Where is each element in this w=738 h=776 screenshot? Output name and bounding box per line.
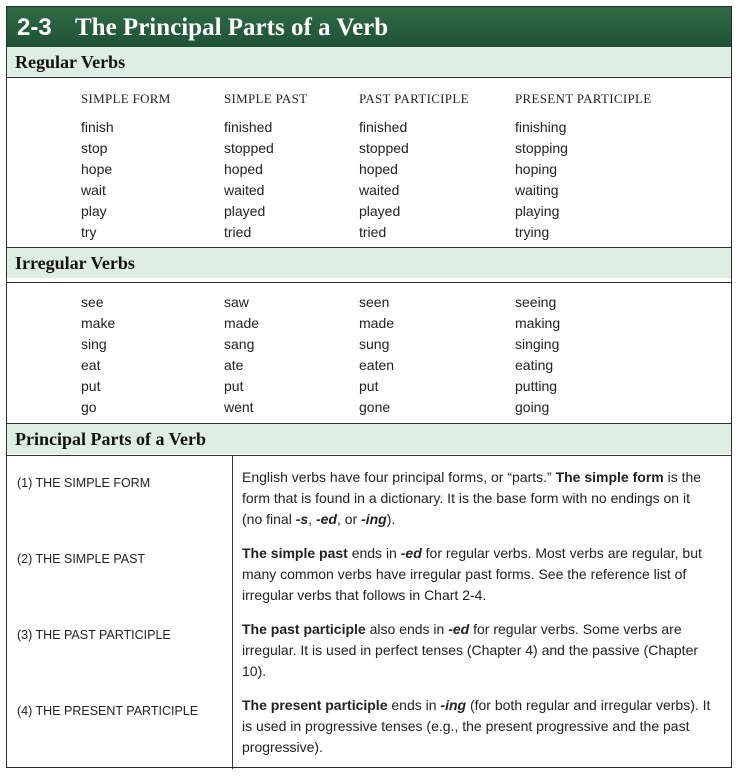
- body-text: , or: [336, 511, 362, 527]
- emphasis-text: The simple past: [242, 545, 348, 561]
- irregular-present-participle-cell: making: [515, 315, 561, 331]
- irregular-past-participle-cell: sung: [359, 336, 390, 352]
- body-text: is the form that is found in a dictionary. It is the base form with no endings on it (no final: [242, 469, 702, 527]
- regular-verbs-heading: Regular Verbs: [7, 47, 731, 77]
- regular-simple-form-cell: hope: [81, 161, 113, 177]
- principal-part-label: (3) THE PAST PARTICIPLE: [17, 628, 171, 642]
- irregular-past-participle-cell: seen: [359, 294, 390, 310]
- principal-part-description: [242, 695, 712, 758]
- column-header-past-participle: PAST PARTICIPLE: [359, 91, 469, 106]
- irregular-simple-form-cell: put: [81, 378, 101, 394]
- regular-simple-past-cell: stopped: [224, 140, 274, 156]
- regular-past-participle-cell: finished: [359, 119, 408, 135]
- body-text: ends in: [387, 697, 441, 713]
- regular-past-participle-cell: tried: [359, 224, 387, 240]
- principal-parts-table: [7, 455, 731, 769]
- emphasis-text: -ed: [448, 621, 470, 637]
- regular-present-participle-cell: hoping: [515, 161, 558, 177]
- irregular-present-participle-cell: eating: [515, 357, 554, 373]
- principal-part-label: (4) THE PRESENT PARTICIPLE: [17, 704, 199, 718]
- regular-past-participle-cell: played: [359, 203, 401, 219]
- irregular-past-participle-cell: made: [359, 315, 395, 331]
- regular-present-participle-cell: finishing: [515, 119, 567, 135]
- body-text: for regular verbs. Most verbs are regular, but many common verbs have irregular past forms. See the reference list of irregular verbs that follows in Chart 2-4.: [242, 545, 702, 603]
- regular-simple-past-cell: hoped: [224, 161, 263, 177]
- regular-present-participle-cell: waiting: [515, 182, 559, 198]
- irregular-simple-form-cell: see: [81, 294, 104, 310]
- emphasis-text: The present participle: [242, 697, 388, 713]
- principal-part-label: (2) THE SIMPLE PAST: [17, 552, 146, 566]
- body-text: for regular verbs. Some verbs are irregular. It is used in perfect tenses (Chapter 4) and the passive (Chapter 10).: [242, 621, 699, 679]
- regular-present-participle-cell: stopping: [515, 140, 568, 156]
- principal-part-description: [242, 467, 712, 530]
- body-text: English verbs have four principal forms, or “parts.”: [242, 469, 556, 485]
- grammar-chart: [6, 6, 732, 768]
- principal-parts-heading: Principal Parts of a Verb: [7, 424, 731, 454]
- irregular-verbs-heading: Irregular Verbs: [7, 248, 731, 278]
- emphasis-text: -s: [295, 511, 309, 527]
- regular-simple-form-cell: play: [81, 203, 107, 219]
- column-header-present-participle: PRESENT PARTICIPLE: [515, 91, 652, 106]
- regular-simple-past-cell: played: [224, 203, 266, 219]
- regular-present-participle-cell: trying: [515, 224, 550, 240]
- irregular-present-participle-cell: seeing: [515, 294, 557, 310]
- regular-simple-form-cell: finish: [81, 119, 114, 135]
- irregular-past-participle-cell: gone: [359, 399, 391, 415]
- regular-past-participle-cell: stopped: [359, 140, 409, 156]
- irregular-simple-past-cell: put: [224, 378, 244, 394]
- regular-simple-past-cell: finished: [224, 119, 273, 135]
- irregular-simple-past-cell: sang: [224, 336, 255, 352]
- regular-simple-form-cell: stop: [81, 140, 108, 156]
- body-text: (for both regular and irregular verbs). It is used in progressive tenses (e.g., the present progressive and the past progressive).: [242, 697, 711, 755]
- regular-simple-form-cell: wait: [81, 182, 106, 198]
- regular-past-participle-cell: hoped: [359, 161, 398, 177]
- regular-simple-form-cell: try: [81, 224, 97, 240]
- irregular-simple-past-cell: went: [224, 399, 254, 415]
- emphasis-text: -ed: [315, 511, 337, 527]
- irregular-simple-form-cell: sing: [81, 336, 107, 352]
- column-header-simple-past: SIMPLE PAST: [224, 91, 308, 106]
- irregular-past-participle-cell: put: [359, 378, 379, 394]
- emphasis-text: -ing: [361, 511, 387, 527]
- principal-part-label: (1) THE SIMPLE FORM: [17, 476, 151, 490]
- body-text: ends in: [347, 545, 401, 561]
- chart-title-bar: [7, 7, 731, 47]
- irregular-past-participle-cell: eaten: [359, 357, 395, 373]
- irregular-simple-form-cell: go: [81, 399, 97, 415]
- column-header-simple-form: SIMPLE FORM: [81, 91, 171, 106]
- irregular-simple-past-cell: saw: [224, 294, 249, 310]
- irregular-simple-past-cell: made: [224, 315, 260, 331]
- body-text: ,: [308, 511, 316, 527]
- principal-part-description: [242, 543, 712, 606]
- regular-simple-past-cell: waited: [224, 182, 265, 198]
- regular-present-participle-cell: playing: [515, 203, 560, 219]
- emphasis-text: -ing: [440, 697, 467, 713]
- body-text: ).: [386, 511, 396, 527]
- chart-number: 2-3: [17, 14, 52, 41]
- irregular-simple-form-cell: make: [81, 315, 116, 331]
- emphasis-text: The simple form: [555, 469, 664, 485]
- irregular-present-participle-cell: putting: [515, 378, 558, 394]
- emphasis-text: The past participle: [242, 621, 366, 637]
- regular-simple-past-cell: tried: [224, 224, 252, 240]
- divider: [7, 282, 731, 283]
- chart-title: The Principal Parts of a Verb: [75, 14, 389, 41]
- irregular-simple-form-cell: eat: [81, 357, 101, 373]
- column-divider: [232, 455, 233, 769]
- body-text: also ends in: [365, 621, 449, 637]
- divider: [7, 77, 731, 78]
- irregular-present-participle-cell: singing: [515, 336, 560, 352]
- emphasis-text: -ed: [400, 545, 422, 561]
- principal-part-description: [242, 619, 712, 682]
- regular-past-participle-cell: waited: [359, 182, 400, 198]
- irregular-simple-past-cell: ate: [224, 357, 244, 373]
- irregular-present-participle-cell: going: [515, 399, 550, 415]
